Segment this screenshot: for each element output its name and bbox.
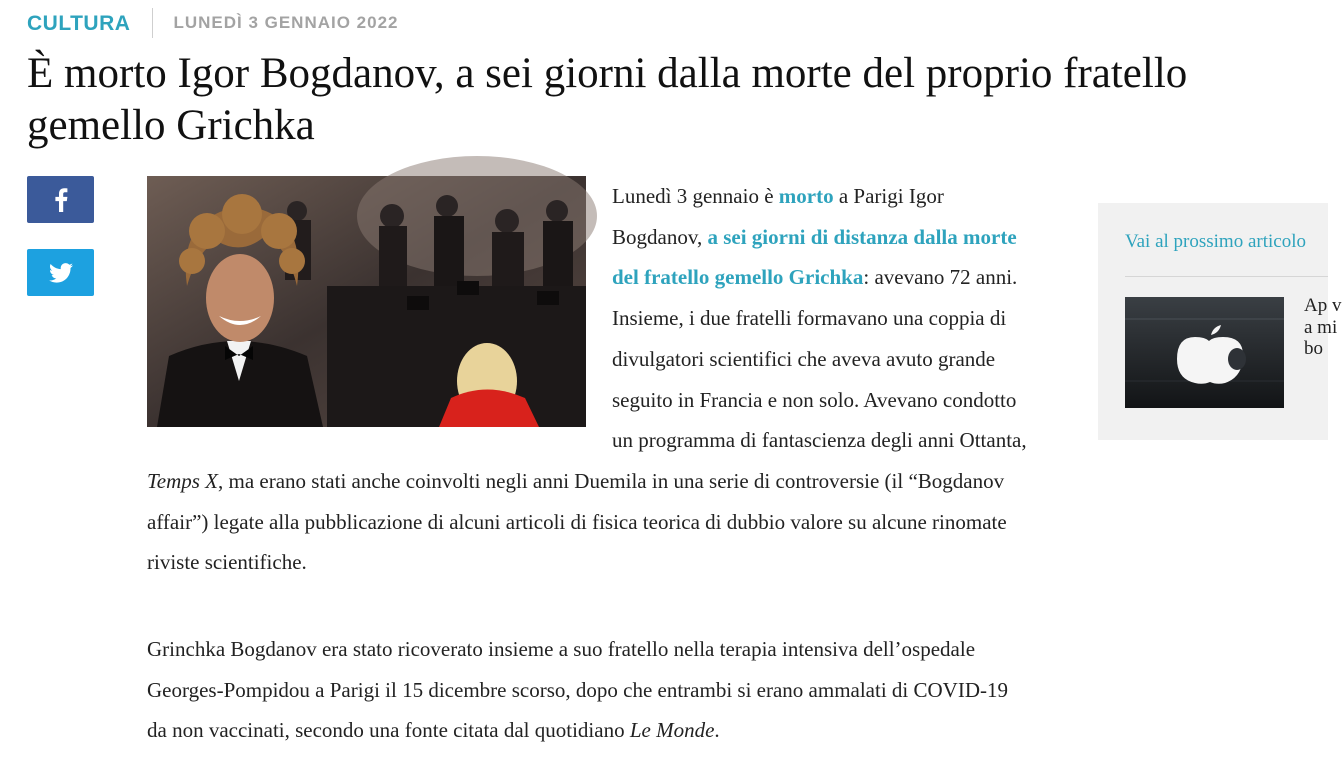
article-link-morto[interactable]: morto bbox=[778, 184, 834, 208]
next-article-box bbox=[1098, 203, 1342, 440]
next-article-thumbnail[interactable] bbox=[1125, 297, 1284, 408]
paragraph-text: . bbox=[714, 718, 720, 743]
emphasis-text: Le Monde bbox=[629, 718, 715, 743]
article-paragraph bbox=[147, 176, 1027, 583]
image-spacer bbox=[147, 176, 612, 436]
divider bbox=[1125, 276, 1328, 277]
next-article-link[interactable]: Vai al prossimo articolo bbox=[1125, 231, 1306, 252]
article-link-grichka[interactable]: a sei giorni di distanza dalla morte del fratello gemello Grichka bbox=[612, 224, 1017, 290]
paragraph-gap bbox=[147, 583, 1027, 629]
article-paragraph bbox=[147, 629, 1027, 751]
article-header bbox=[27, 8, 399, 38]
article-title: È morto Igor Bogdanov, a sei giorni dalla morte del proprio fratello gemello Grichka bbox=[27, 50, 1188, 149]
paragraph-text: , ma erano stati anche coinvolti negli anni Duemila in una serie di controversie (il “Bogdanov affair”) legate alla pubblicazione di alcuni articoli di fisica teorica di dubbio valore su alcune rinomate riviste scientifiche. bbox=[147, 468, 1007, 575]
paragraph-text: a Parigi Igor Bogdanov, bbox=[612, 184, 944, 249]
section-label[interactable]: CULTURA bbox=[27, 8, 153, 38]
paragraph-text: : avevano 72 anni. Insieme, i due fratelli formavano una coppia di divulgatori scientifici che aveva avuto grande seguito in Francia e non solo. Avevano condotto un programma di fantascienza degli anni Ottanta, bbox=[612, 265, 1027, 453]
twitter-icon bbox=[49, 263, 73, 283]
article-body bbox=[147, 176, 1027, 751]
twitter-share-button[interactable] bbox=[27, 249, 94, 296]
next-article-title[interactable]: Ap va mi bo bbox=[1304, 295, 1342, 359]
paragraph-text: Lunedì 3 gennaio è bbox=[612, 184, 779, 208]
facebook-share-button[interactable] bbox=[27, 176, 94, 223]
emphasis-text: Temps X bbox=[147, 468, 218, 493]
facebook-icon bbox=[54, 188, 68, 212]
publish-date: LUNEDÌ 3 GENNAIO 2022 bbox=[173, 13, 399, 32]
paragraph-text: Grinchka Bogdanov era stato ricoverato insieme a suo fratello nella terapia intensiva dell’ospedale Georges-Pompidou a Parigi il 15 dicembre scorso, dopo che entrambi si erano ammalati di COVID-19 da non vaccinati, secondo una fonte citata dal quotidiano bbox=[147, 637, 1008, 743]
